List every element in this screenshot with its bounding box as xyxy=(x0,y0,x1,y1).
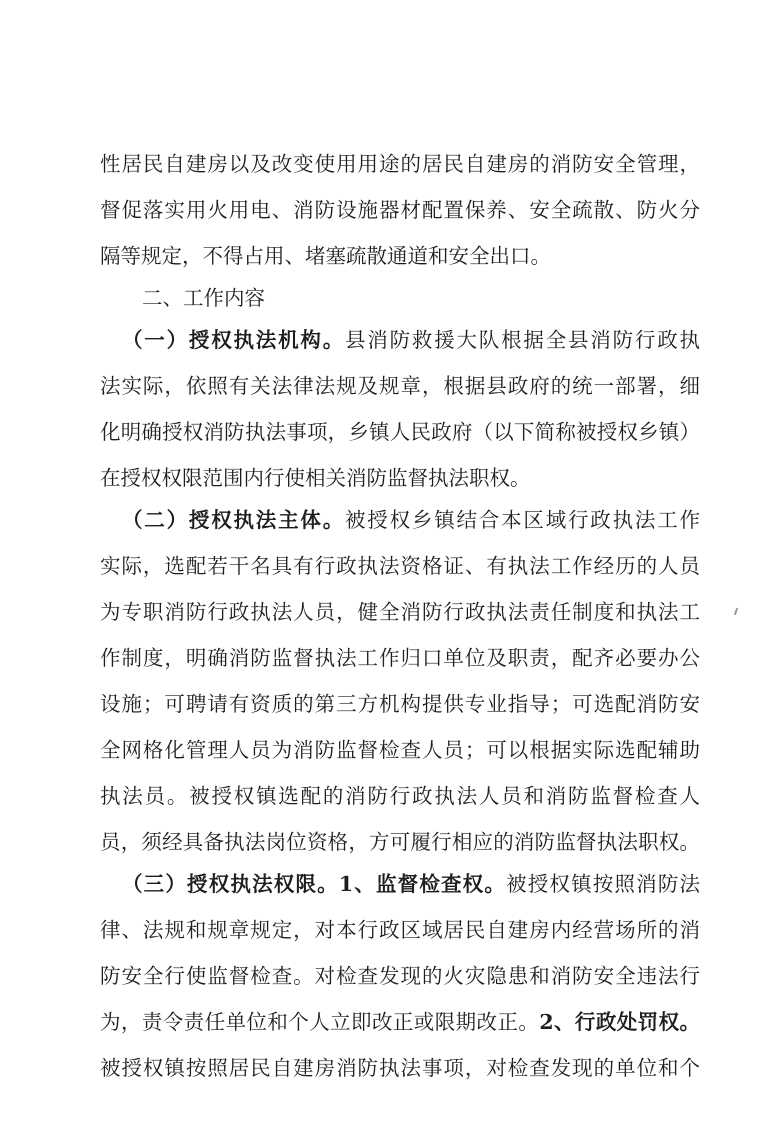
paragraph-label: （三）授权执法权限。 xyxy=(122,872,339,896)
paragraph-label: （一）授权执法机构。 xyxy=(122,328,345,352)
paragraph-line: 被授权镇按照居民自建房消防执法事项，对检查发现的单位和个 xyxy=(100,1056,700,1080)
paragraph-line: 法实际，依照有关法律法规及规章，根据县政府的统一部署，细 xyxy=(100,374,700,398)
text-line: 督促落实用火用电、消防设施器材配置保养、安全疏散、防火分 xyxy=(100,198,700,222)
paragraph-line: 员，须经具备执法岗位资格，方可履行相应的消防监督执法职权。 xyxy=(100,830,700,854)
paragraph-line: 实际，选配若干名具有行政执法资格证、有执法工作经历的人员 xyxy=(100,554,700,578)
text-line: 隔等规定，不得占用、堵塞疏散通道和安全出口。 xyxy=(100,244,551,268)
scan-speck xyxy=(734,608,738,615)
paragraph-line: 律、法规和规章规定，对本行政区域居民自建房内经营场所的消 xyxy=(100,918,700,942)
paragraph-line: 化明确授权消防执法事项，乡镇人民政府（以下简称被授权乡镇） xyxy=(100,420,700,444)
subsection-label: 1、监督检查权。 xyxy=(338,872,507,896)
text-line: 性居民自建房以及改变使用用途的居民自建房的消防安全管理， xyxy=(100,152,700,176)
paragraph-label: （二）授权执法主体。 xyxy=(122,508,345,532)
section-heading: 二、工作内容 xyxy=(142,286,265,310)
paragraph-line: （三）授权执法权限。1、监督检查权。被授权镇按照消防法 xyxy=(122,872,701,896)
paragraph-line: 全网格化管理人员为消防监督检查人员；可以根据实际选配辅助 xyxy=(100,738,700,762)
subsection-label: 2、行政处罚权。 xyxy=(539,1010,701,1034)
paragraph-line: （二）授权执法主体。被授权乡镇结合本区域行政执法工作 xyxy=(122,508,700,532)
paragraph-line: （一）授权执法机构。县消防救援大队根据全县消防行政执 xyxy=(122,328,700,352)
paragraph-line: 为专职消防行政执法人员，健全消防行政执法责任制度和执法工 xyxy=(100,600,700,624)
paragraph-line: 执法员。被授权镇选配的消防行政执法人员和消防监督检查人 xyxy=(100,784,700,808)
paragraph-line: 作制度，明确消防监督执法工作归口单位及职责，配齐必要办公 xyxy=(100,646,700,670)
paragraph-line: 在授权权限范围内行使相关消防监督执法职权。 xyxy=(100,466,531,490)
paragraph-line: 为，责令责任单位和个人立即改正或限期改正。2、行政处罚权。 xyxy=(100,1010,701,1034)
paragraph-line: 防安全行使监督检查。对检查发现的火灾隐患和消防安全违法行 xyxy=(100,964,700,988)
paragraph-line: 设施；可聘请有资质的第三方机构提供专业指导；可选配消防安 xyxy=(100,692,700,716)
